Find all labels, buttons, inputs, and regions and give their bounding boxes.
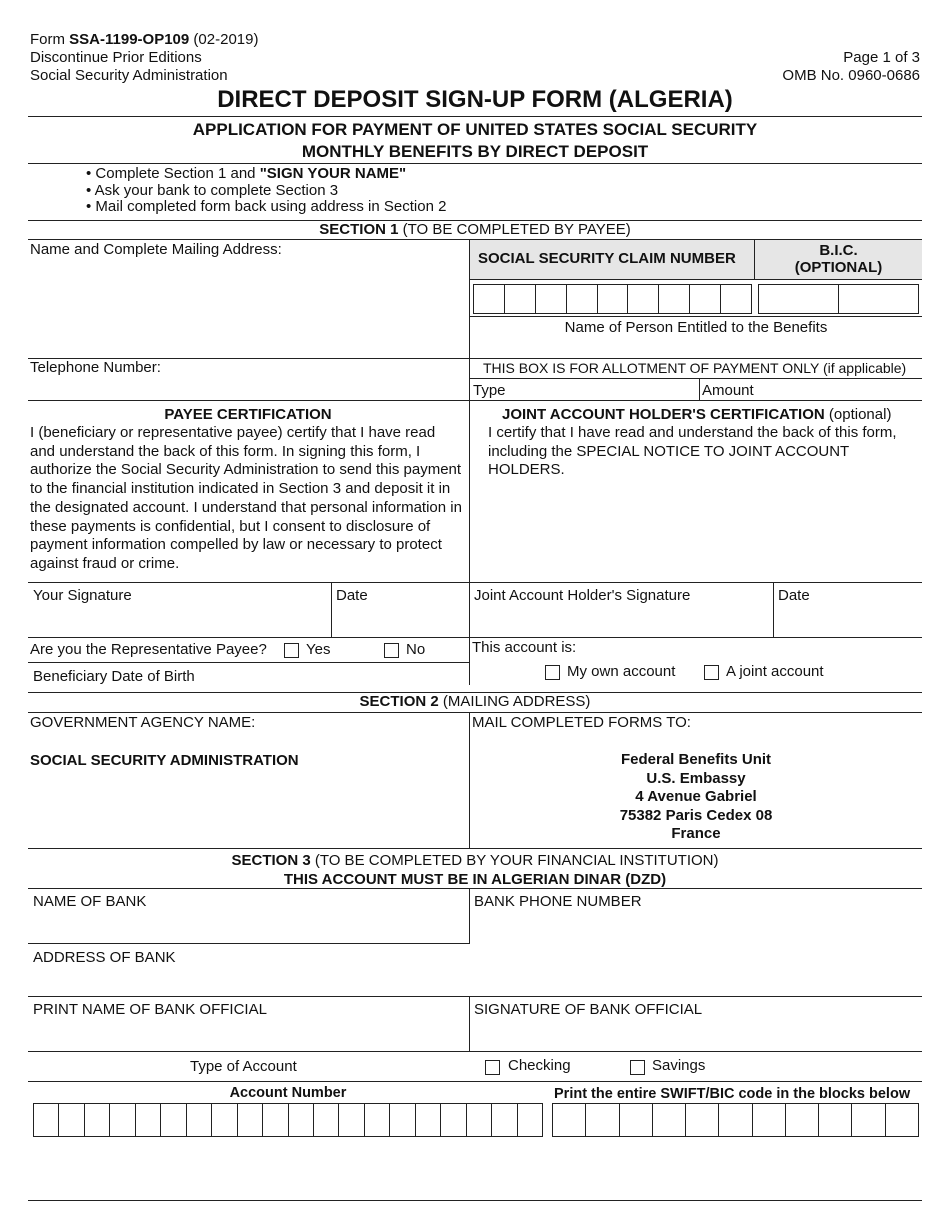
- section1-heading: SECTION 1 (TO BE COMPLETED BY PAYEE): [319, 221, 631, 238]
- instruction-3: • Mail completed form back using address in Section 2: [86, 198, 447, 215]
- this-account-is-label: This account is:: [472, 639, 577, 656]
- account-type-label: Type of Account: [190, 1058, 297, 1075]
- payee-cert-text: I (beneficiary or representative payee) certify that I have read and understand the back of this form. In signing this form, I authorize the Social Security Administration to send this payment to the financial institution indicated in Section 3 and deposit it in the designated account. I understand that personal information in these payments is confidential, but I consent to disclosure of payment information compelled by law or necessary to protect against fraud or crime.: [30, 424, 462, 572]
- page-subtitle: APPLICATION FOR PAYMENT OF UNITED STATES SOCIAL SECURITY MONTHLY BENEFITS BY DIRECT DEPOSIT: [192, 120, 758, 161]
- form-number-line: Form SSA-1199-OP109 (02-2019): [30, 31, 259, 48]
- instruction-2: • Ask your bank to complete Section 3: [86, 181, 339, 199]
- instructions: [86, 166, 446, 216]
- your-signature-field[interactable]: [30, 606, 328, 636]
- date-field[interactable]: [333, 606, 467, 636]
- mailing-address: [470, 751, 922, 844]
- official-signature-field[interactable]: [472, 1020, 920, 1048]
- swift-blocks[interactable]: [552, 1103, 919, 1137]
- joint-signature-field[interactable]: [471, 606, 771, 636]
- swift-label: Print the entire SWIFT/BIC code in the blocks below: [554, 1086, 911, 1102]
- form-number: SSA-1199-OP109: [69, 31, 190, 48]
- allotment-label: THIS BOX IS FOR ALLOTMENT OF PAYMENT ONLY (if applicable): [483, 360, 907, 376]
- joint-account-checkbox[interactable]: [704, 665, 719, 680]
- checking-checkbox[interactable]: [485, 1060, 500, 1075]
- page-title: DIRECT DEPOSIT SIGN-UP FORM (ALGERIA): [217, 86, 733, 113]
- rep-payee-yes-checkbox[interactable]: [284, 643, 299, 658]
- section2-heading: SECTION 2 (MAILING ADDRESS): [359, 693, 591, 710]
- page-info: [782, 49, 920, 85]
- joint-cert-text: I certify that I have read and understand the back of this form, including the SPECIAL NOTICE TO JOINT ACCOUNT HOLDERS.: [488, 424, 897, 479]
- joint-account-label: A joint account: [726, 663, 824, 680]
- savings-checkbox[interactable]: [630, 1060, 645, 1075]
- omb-number: OMB No. 0960-0686: [782, 67, 920, 84]
- bank-address-field[interactable]: [30, 968, 920, 994]
- official-name-label: PRINT NAME OF BANK OFFICIAL: [33, 1001, 267, 1018]
- amount-label: Amount: [702, 382, 754, 399]
- section3-heading: SECTION 3 (TO BE COMPLETED BY YOUR FINANCIAL INSTITUTION) THIS ACCOUNT MUST BE IN ALGERIAN DINAR (DZD): [0, 851, 950, 889]
- name-address-label: Name and Complete Mailing Address:: [30, 241, 282, 258]
- address-line: 75382 Paris Cedex 08: [619, 806, 773, 824]
- joint-date-field[interactable]: [775, 606, 920, 636]
- mail-to-label: MAIL COMPLETED FORMS TO:: [472, 714, 691, 731]
- ssn-header: SOCIAL SECURITY CLAIM NUMBER: [478, 250, 736, 267]
- ssn-blocks[interactable]: [473, 284, 752, 314]
- rep-payee-no-checkbox[interactable]: [384, 643, 399, 658]
- agency-name: Social Security Administration: [30, 67, 228, 84]
- bank-name-field[interactable]: [30, 912, 466, 940]
- name-address-field[interactable]: [30, 258, 460, 353]
- date-label: Date: [336, 587, 368, 604]
- rep-payee-question: Are you the Representative Payee?: [30, 641, 267, 658]
- account-number-label: Account Number: [229, 1085, 347, 1101]
- address-line: U.S. Embassy: [646, 769, 746, 787]
- person-entitled-label: Name of Person Entitled to the Benefits: [564, 319, 828, 336]
- allotment-type-field[interactable]: [510, 379, 698, 399]
- bic-header: B.I.C. (OPTIONAL): [794, 242, 883, 276]
- type-label: Type: [473, 382, 506, 399]
- bank-name-label: NAME OF BANK: [33, 893, 147, 910]
- telephone-field[interactable]: [170, 359, 460, 379]
- joint-date-label: Date: [778, 587, 810, 604]
- allotment-amount-field[interactable]: [760, 379, 920, 399]
- own-account-label: My own account: [567, 663, 676, 680]
- form-date: (02-2019): [193, 31, 259, 48]
- instruction-1: • Complete Section 1 and "SIGN YOUR NAME": [86, 165, 407, 182]
- bank-phone-field[interactable]: [472, 912, 920, 940]
- joint-cert-title-line: JOINT ACCOUNT HOLDER'S CERTIFICATION (optional): [502, 406, 892, 423]
- address-line: Federal Benefits Unit: [620, 751, 772, 768]
- own-account-checkbox[interactable]: [545, 665, 560, 680]
- address-line: France: [671, 825, 721, 843]
- beneficiary-dob-field[interactable]: [210, 664, 465, 684]
- official-name-field[interactable]: [30, 1020, 466, 1048]
- agency-name-label: GOVERNMENT AGENCY NAME:: [30, 714, 256, 731]
- currency-note: THIS ACCOUNT MUST BE IN ALGERIAN DINAR (DZD): [283, 871, 667, 888]
- joint-signature-label: Joint Account Holder's Signature: [474, 587, 691, 604]
- telephone-label: Telephone Number:: [30, 359, 161, 376]
- savings-label: Savings: [652, 1057, 706, 1074]
- bank-phone-label: BANK PHONE NUMBER: [474, 893, 642, 910]
- no-label: No: [406, 641, 426, 658]
- agency-name-value: SOCIAL SECURITY ADMINISTRATION: [30, 752, 299, 769]
- page-number: Page 1 of 3: [843, 49, 920, 66]
- official-signature-label: SIGNATURE OF BANK OFFICIAL: [474, 1001, 703, 1018]
- bic-blocks[interactable]: [758, 284, 919, 314]
- beneficiary-dob-label: Beneficiary Date of Birth: [33, 668, 195, 685]
- address-line: 4 Avenue Gabriel: [635, 788, 757, 806]
- checking-label: Checking: [508, 1057, 571, 1074]
- bank-address-label: ADDRESS OF BANK: [33, 949, 176, 966]
- account-number-blocks[interactable]: [33, 1103, 543, 1137]
- payee-cert-title: PAYEE CERTIFICATION: [164, 406, 332, 423]
- discontinue-note: Discontinue Prior Editions: [30, 49, 202, 66]
- your-signature-label: Your Signature: [33, 587, 132, 604]
- form-id-block: [30, 31, 258, 85]
- yes-label: Yes: [306, 641, 331, 658]
